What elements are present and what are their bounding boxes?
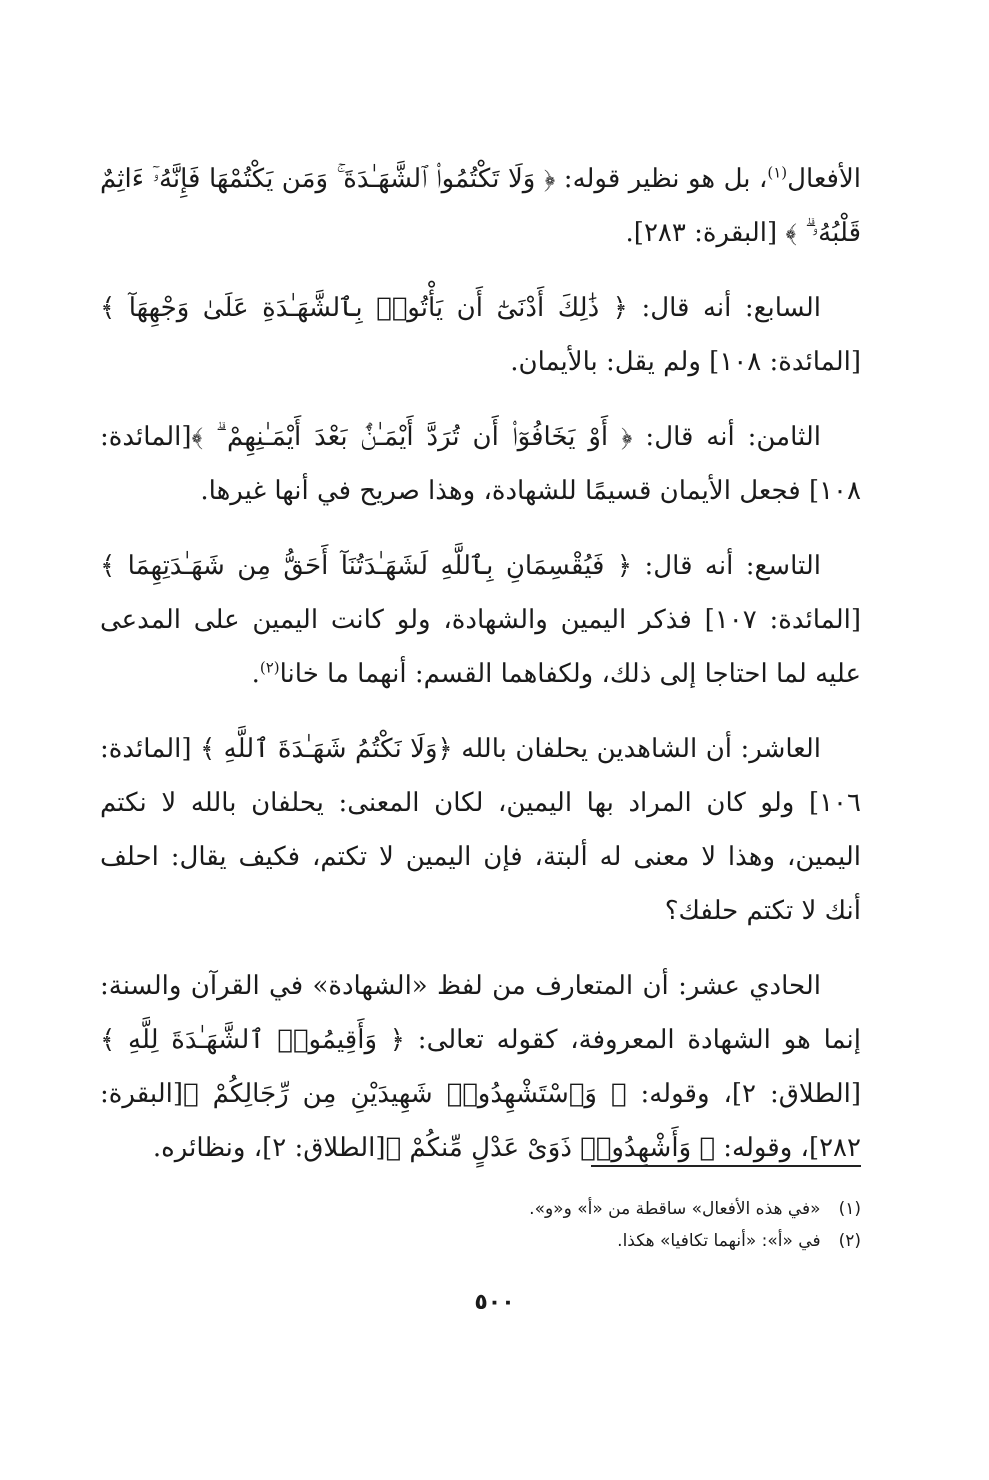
footnote-text: «في هذه الأفعال» ساقطة من «أ» و«و». (529, 1199, 821, 1219)
paragraph-1-text-b: ، بل هو نظير قوله: ﴿ وَلَا تَكْتُمُوا۟ ٱلشَّهَـٰدَةَ ۚ وَمَن يَكْتُمْهَا فَإِنَّهُۥٓ ءَاثِمٌ قَلْبُهُۥ ۗ ﴾ [البقرة: ٢٨٣]. (100, 164, 861, 248)
paragraph-ninth (100, 539, 861, 701)
paragraph-seventh (100, 281, 861, 389)
footnote-ref-2[interactable]: (٢) (259, 658, 280, 677)
paragraph-tenth (100, 722, 861, 938)
paragraph-eighth-text: الثامن: أنه قال: ﴿ أَوْ يَخَافُوٓا۟ أَن تُرَدَّ أَيْمَـٰنٌۢ بَعْدَ أَيْمَـٰنِهِمْ ۗ ﴾[المائدة: ١٠٨] فجعل الأيمان قسيمًا للشهادة، وهذا صريح في أنها غيرها. (100, 422, 861, 506)
footnote-1 (150, 1193, 861, 1225)
paragraph-tenth-text: العاشر: أن الشاهدين يحلفان بالله ﴿وَلَا نَكْتُمُ شَهَـٰدَةَ ٱللَّهِ ﴾ [المائدة: ١٠٦] ولو كان المراد بها اليمين، لكان المعنى: يحلفان بالله لا نكتم اليمين، وهذا لا معنى له ألبتة، فإن اليمين لا تكتم، فكيف يقال: احلف أنك لا تكتم حلفك؟ (100, 734, 861, 926)
paragraph-eleventh (100, 959, 861, 1175)
footnotes (150, 1193, 861, 1257)
paragraph-ninth-text-a: التاسع: أنه قال: ﴿ فَيُقْسِمَانِ بِٱللَّهِ لَشَهَـٰدَتُنَآ أَحَقُّ مِن شَهَـٰدَتِهِمَا ﴾ [المائدة: ١٠٧] فذكر اليمين والشهادة، ولو كانت اليمين على المدعى عليه لما احتاجا إلى ذلك، ولكفاهما القسم: أنهما ما خانا (100, 551, 861, 689)
footnote-number: (١) (838, 1199, 861, 1219)
paragraph-1 (100, 152, 861, 260)
main-text (100, 152, 861, 1196)
footnote-2 (150, 1225, 861, 1257)
footnote-ref-1[interactable]: (١) (767, 163, 788, 182)
paragraph-seventh-text: السابع: أنه قال: ﴿ ذَٰلِكَ أَدْنَىٰٓ أَن يَأْتُوا۟ بِٱلشَّهَـٰدَةِ عَلَىٰ وَجْهِهَآ ﴾[المائدة: ١٠٨] ولم يقل: بالأيمان. (100, 293, 861, 377)
footnote-separator (591, 1165, 861, 1167)
footnote-text: في «أ»: «أنهما تكافيا» هكذا. (617, 1231, 821, 1251)
paragraph-1-text-a: الأفعال (787, 164, 861, 194)
paragraph-ninth-text-b: . (251, 659, 260, 689)
page-number: ٥٠٠ (474, 1290, 515, 1315)
footnote-number: (٢) (838, 1231, 861, 1251)
paragraph-eleventh-text: الحادي عشر: أن المتعارف من لفظ «الشهادة» في القرآن والسنة: إنما هو الشهادة المعروفة، كقوله تعالى: ﴿ وَأَقِيمُوا۟ ٱلشَّهَـٰدَةَ لِلَّهِ ﴾[الطلاق: ٢]، وقوله: ﴿ وَٱسْتَشْهِدُوا۟ شَهِيدَيْنِ مِن رِّجَالِكُمْ ﴾[البقرة: ٢٨٢]، وقوله: ﴿ وَأَشْهِدُوا۟ ذَوَىْ عَدْلٍ مِّنكُمْ ﴾[الطلاق: ٢]، ونظائره. (100, 971, 862, 1163)
paragraph-eighth (100, 410, 861, 518)
